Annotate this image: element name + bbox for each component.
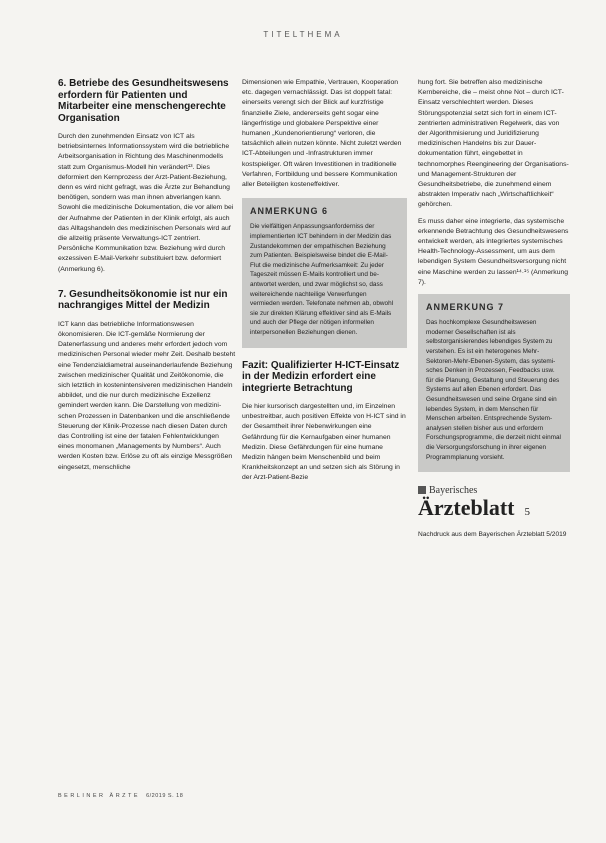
annotation-box-7 [418,294,570,472]
heading-fazit: Fazit: Qualifizierter H-ICT-Einsatz in der Medizin erfordert eine integrierte Betrachtung [242,359,400,394]
body-continuation: Dimensionen wie Empathie, Vertrauen, Kooperation etc. dagegen vernachlässigt. Das ist doppelt fatal: einerseits verengt sich der Blick auf kurzfristige finanzielle Ziele, andererseits geht sogar eine längerfristige und globalere Perspektive einer humanen „Kundenorientierung“ verloren, die tatsächlich allein nutzen könnte. Nicht zuletzt werden ICT-Abteilungen und -Infrastrukturen immer kostspieliger. Oft wären Investitionen in traditionelle Verfahren, Fortbildung und bessere Kommunikation aller Beteiligten kosteneffektiver. [242,79,402,189]
annotation-6-title: ANMERKUNG 6 [250,206,329,217]
body-integrated-view: Es muss daher eine integrierte, das systemische erkennende Betrachtung des Gesundheitswesens entwickelt werden, als integriertes systemisches Health-Technology-Assessment, um aus dem lebendigen System Gesundheitsversorgung nicht eine Maschine werden zu lassen¹⁴·¹⁵ (Anmerkung 7). [418,217,569,286]
crest-icon [418,486,426,494]
annotation-6-text: Die vielfältigen Anpassungsanforderniss der implementierten ICT behindern in der Medizin das Zustandekommen der empathischen Beziehung zum Patienten. Beispielsweise bindet die E-Mail-Flut die medizinische Aufmerksamkeit: Zu jeder Tageszeit müssen E-Mails kontrolliert und beantwortet werden, und zwar möglichst so, dass weitereichende nachteilige Verwerfungen vermieden werden. Telefonate nehmen ab, obwohl sie zur direkten Klärung effektiver sind als E-Mails und auch der Pflege der nötigen informellen interpersonellen Beziehungen dienen. [250,223,394,336]
footer-journal: BERLINER ÄRZTE [58,793,141,799]
column-left [58,78,236,818]
body-continuation-right: hung fort. Sie betreffen also medizinische Kernbereiche, die – meist ohne Not – durch ICT-Einsatz verschlechtert werden. Dieses Störungspotenzial setzt sich fort in einem ICT-zentrierten administrativen Regelwerk, das von der Algorithmisierung und Juridifizierung medizinischen Handelns bis zur Dauerdokumentation führt, eingebettet in technomorphes Reengineering der Organisations- und Management-Strukturen der Gesundheitsbetriebe, die zunehmend einem abstrakten Imperativ nach „Wirtschaftlichkeit“ gehörchen. [418,79,569,209]
annotation-7-title: ANMERKUNG 7 [426,302,505,313]
annotation-7-text: Das hochkomplexe Gesundheitswesen moderner Gesellschaften ist als selbstorganisierendes lebendiges System zu verstehen. Es ist ein heterogenes Mehr-Sektoren-Mehr-Ebenen-System, das systemisches Denken in Prozessen, Feedbacks usw. für die Planung, Gestaltung und Steuerung des Systems auf allen Ebenen erfordert. Das Gesundheitswesen und seine Organe sind ein lebendes System, in dem Menschen für Menschen arbeiten. Entsprechende Systemanalysen stellen bisher aus und erfordern Forschungsprogramme, die derzeit nicht einmal die Versorgungsforschung in ihrer eigenen Programmplanung vorsieht. [426,319,561,461]
page-footer [58,793,183,799]
logo-main: Ärzteblatt [418,495,515,521]
column-middle [242,78,407,818]
logo-top: Bayerisches [429,485,478,497]
body-fazit: Die hier kursorisch dargestellten und, im Einzelnen unbestreitbar, auch positiven Effekte von H-ICT sind in der Gesamtheit ihrer Nebenwirkungen eine Gefährdung für die Kernaufgaben einer humanen Medizin. Diese Gefährdungen für eine humane Medizin hängen beim Menschenbild und beim Krankheitskonzept an und setzen sich als Störung in der Arzt-Patient-Bezie [242,403,406,482]
body-section-7: ICT kann das betriebliche Informationswesen ökonomisieren. Die ICT-gemäße Normierung der Datenerfassung und anderes mehr erfordert jedoch vom medizinischen Personal wieder mehr Zeit. Deshalb besteht eine Tendenzialdiametral auseinanderlaufende Beziehung zwischen medizinischer Qualität und Zeitökonomie, die sich letztlich in kostenintensiveren medizinischen Handeln abbildet, und die nur durch medizinische Exzellenz gemindert werden kann. Die Darstellung von medizinischen Prozessen in Datenbanken und die anschließende Steuerung der Klinik-Prozesse nach diesen Daten durch das Controlling ist eine der fatalen Fehlentwicklungen eines monomanen „Managements by Numbers“. Auch werden Kosten bzw. Erlöse zu oft als einzige Messgrößen eingesetzt, menschliche [58,320,236,471]
reprint-note: Nachdruck aus dem Bayerischen Ärzteblatt 5/2019 [418,531,567,539]
page-number: 5 [524,506,531,519]
section-header: TITELTHEMA [263,30,343,39]
heading-section-6: 6. Betriebe des Gesundheitswesens erfordern für Patienten und Mitarbeiter eine menschengerechte Organisation [58,78,229,124]
body-section-6: Durch den zunehmenden Einsatz von ICT als betriebsinternes Informationssystem wird die betriebliche Arbeitsorganisation in Richtung des Maschinenmodells statt zum Organismus-Modell hin verändert¹³. Dies deformiert den Kernprozess der Arzt-Patient-Beziehung, denn es wird nicht gefragt, was die Ärzte zur Behandlung benötigen, sondern was man ihnen abverlangen kann. Sowohl die medizinische Dokumentation, die vor allem bei der Aufnahme der Patienten in der Klinik erfolgt, als auch das Alltagshandeln des medizinischen Personals wird auf die allzeitig präsente Verwaltungs-ICT zentriert. Persönliche Kommunikation bzw. Beziehung wird durch exzessiven E-Mail-Verkehr substituiert bzw. deformiert (Anmerkung 6). [58,133,234,273]
heading-section-7: 7. Gesundheitsökonomie ist nur ein nachrangiges Mittel der Medizin [58,288,228,312]
column-right [418,78,570,818]
annotation-box-6 [242,198,407,347]
footer-issue: 6/2019 S. 18 [146,793,184,799]
journal-logo [418,486,570,540]
